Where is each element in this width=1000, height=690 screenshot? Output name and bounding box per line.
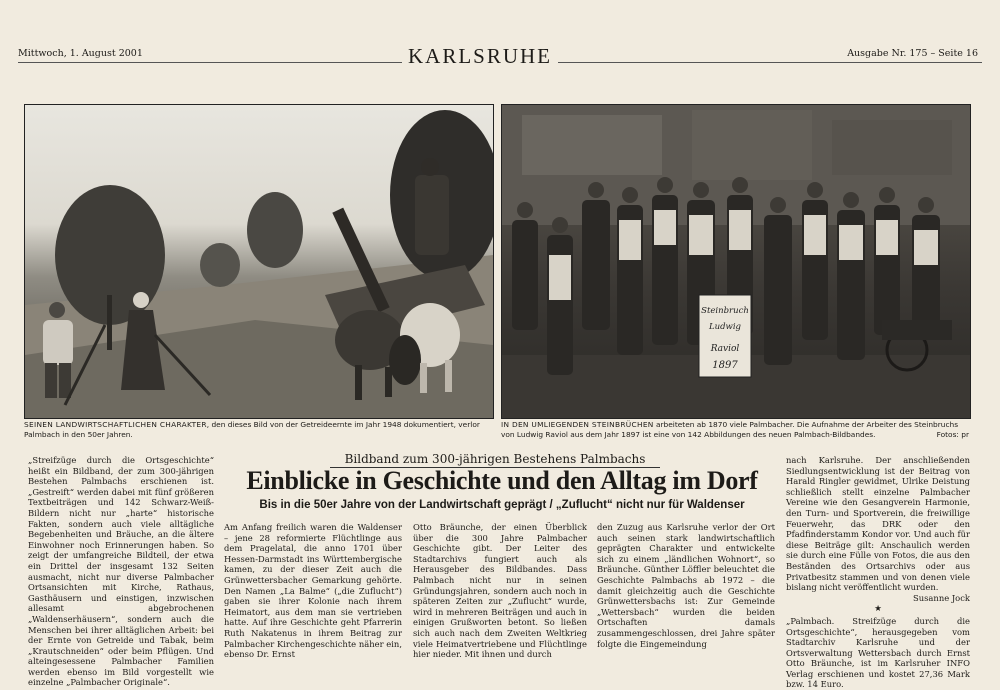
sign-line-3: Raviol bbox=[710, 344, 740, 354]
harvest-photo bbox=[24, 104, 494, 419]
column-5-text: nach Karlsruhe. Der anschließenden Siedlungsentwicklung ist der Beitrag von Harald Ringler gewidmet, Ulrike Deistung schließlich stellt einzelne Palmbacher Vereine wie den Gesangverein Harmonie, den Turn- und Sportverein, die freiwillige Feuerwehr, das DRK oder den Pfadfinderstamm Kondor vor. Und auch für diese Beiträge gilt: Anschaulich werden sie durch eine Fülle von Fotos, die aus den Beständen des Ortsarchivs oder aus Privatbesitz stammen und von denen viele bislang nicht veröffentlicht wurden. bbox=[786, 455, 970, 593]
sign-line-2: Ludwig bbox=[709, 322, 741, 332]
issue-date: Mittwoch, 1. August 2001 bbox=[18, 48, 143, 59]
book-info: „Palmbach. Streifzüge durch die Ortsgeschichte“, herausgegeben vom Stadtarchiv Karlsruhe und der Ortsverwaltung Wettersbach durch Ernst Otto Bräunche, ist im Karlsruher INFO Verlag erschienen und kostet 27,36 Mark bzw. 14 Euro. bbox=[786, 615, 970, 690]
article-subhead: Bis in die 50er Jahre von der Landwirtschaft geprägt / „Zuflucht“ nicht nur für Waldenser bbox=[259, 499, 745, 511]
article-column-1: „Streifzüge durch die Ortsgeschichte“ heißt ein Bildband, der zum 300-jährigen Bestehen Palmbachs erschienen ist. „Gestreift“ werden dabei mit fünf größeren Textbeiträgen und 142 Schwarz-Weiß-Bildern nicht nur „harte“ historische Fakten, sondern auch viele alltägliche Begebenheiten und Bräuche, an die ältere Einwohner noch Erinnerungen haben. So zeigt der umfangreiche Bildteil, der etwa ein Drittel der insgesamt 132 Seiten ausmacht, nicht nur diverse Palmbacher Ortsansichten mit Kirche, Rathaus, Gasthäusern und einstigen, inzwischen allesamt abgebrochenen „Waldenserhäusern“, sondern auch die Menschen bei ihrer alltäglichen Arbeit: bei der Ernte von Getreide und Tabak, beim „Krautschneiden“ oder beim Pflügen. Und alteingesessene Palmbacher Familien werden ebenso im Bild vorgestellt wie einzelne „Palmbacher Originale“. bbox=[28, 455, 214, 688]
caption-lead: SEINEN LANDWIRTSCHAFTLICHEN CHARAKTER bbox=[24, 420, 207, 429]
article-kicker: Bildband zum 300-jährigen Bestehens Palmbachs bbox=[330, 452, 660, 468]
article-author: Susanne Jock bbox=[913, 592, 970, 603]
sign-line-4: 1897 bbox=[712, 360, 738, 371]
star-divider: ★ bbox=[874, 603, 882, 614]
article-column-5 bbox=[786, 455, 970, 690]
caption-text: , den dieses Bild von der Getreideernte im Jahr 1948 dokumentiert, verlor Palmbach in den 50er Jahren. bbox=[24, 420, 480, 439]
section-title: KARLSRUHE bbox=[402, 44, 558, 69]
quarry-photo-drawing bbox=[502, 105, 970, 418]
edition-info: Ausgabe Nr. 175 – Seite 16 bbox=[847, 48, 978, 59]
caption-lead: IN DEN UMLIEGENDEN STEINBRÜCHEN bbox=[501, 420, 654, 429]
article-column-3: Otto Bräunche, der einen Überblick über die 300 Jahre Palmbacher Geschichte gibt. Der Leiter des Stadtarchivs fungiert auch als Herausgeber des Bildbandes. Dass Palmbach nicht nur in seinen Gründungsjahren, sondern auch noch in späteren Zeiten zur „Zuflucht“ wurde, wird in mehreren Beiträgen und auch in einigen Grußworten betont. So ließen sich auch nach dem Zweiten Weltkrieg viele Heimatvertriebene und Flüchtlinge hier nieder. Mit ihnen und durch bbox=[413, 522, 587, 660]
caption-text: arbeiteten ab 1870 viele Palmbacher. Die Aufnahme der Arbeiter des Steinbruchs von Ludwig Raviol aus dem Jahr 1897 ist eine von 142 Abbildungen des neuen Palmbach-Bildbandes. bbox=[501, 420, 959, 439]
article-headline: Einblicke in Geschichte und den Alltag im Dorf bbox=[246, 466, 758, 495]
photo-credit: Fotos: pr bbox=[936, 430, 969, 439]
article-column-2: Am Anfang freilich waren die Waldenser – jene 28 reformierte Flüchtlinge aus dem Pragelatal, die anno 1701 über Hessen-Darmstadt ins Württembergische kamen, zu der dieser Zeit auch die Grünwettersbacher Gemarkung gehörte. Den Namen „La Balme“ („die Zuflucht“) gaben sie ihrer Kolonie nach ihrem Heimatort, aus dem man sie vertrieben hatte. Auf ihre Geschichte geht Pfarrerin Ruth Nakatenus in ihrem Beitrag zur Palmbacher Kirchengeschichte näher ein, ebenso Dr. Ernst bbox=[224, 522, 402, 660]
quarry-photo-caption bbox=[501, 420, 969, 440]
harvest-photo-caption bbox=[24, 420, 492, 440]
sign-line-1: Steinbruch bbox=[701, 306, 749, 316]
quarry-photo bbox=[501, 104, 971, 419]
article-column-4: den Zuzug aus Karlsruhe verlor der Ort auch seinen stark landwirtschaftlich geprägten Charakter und entwickelte sich zu einem „ländlichen Wohnort“, so Bräunche. Günther Löffler beleuchtet die Geschichte Palmbachs ab 1972 – die damit gleichzeitig auch die Geschichte Grünwettersbachs ist: Zur Gemeinde „Wettersbach“ wurden die beiden Ortschaften damals zusammengeschlossen, drei Jahre später folgte die Eingemeindung bbox=[597, 522, 775, 649]
harvest-photo-drawing bbox=[25, 105, 493, 418]
